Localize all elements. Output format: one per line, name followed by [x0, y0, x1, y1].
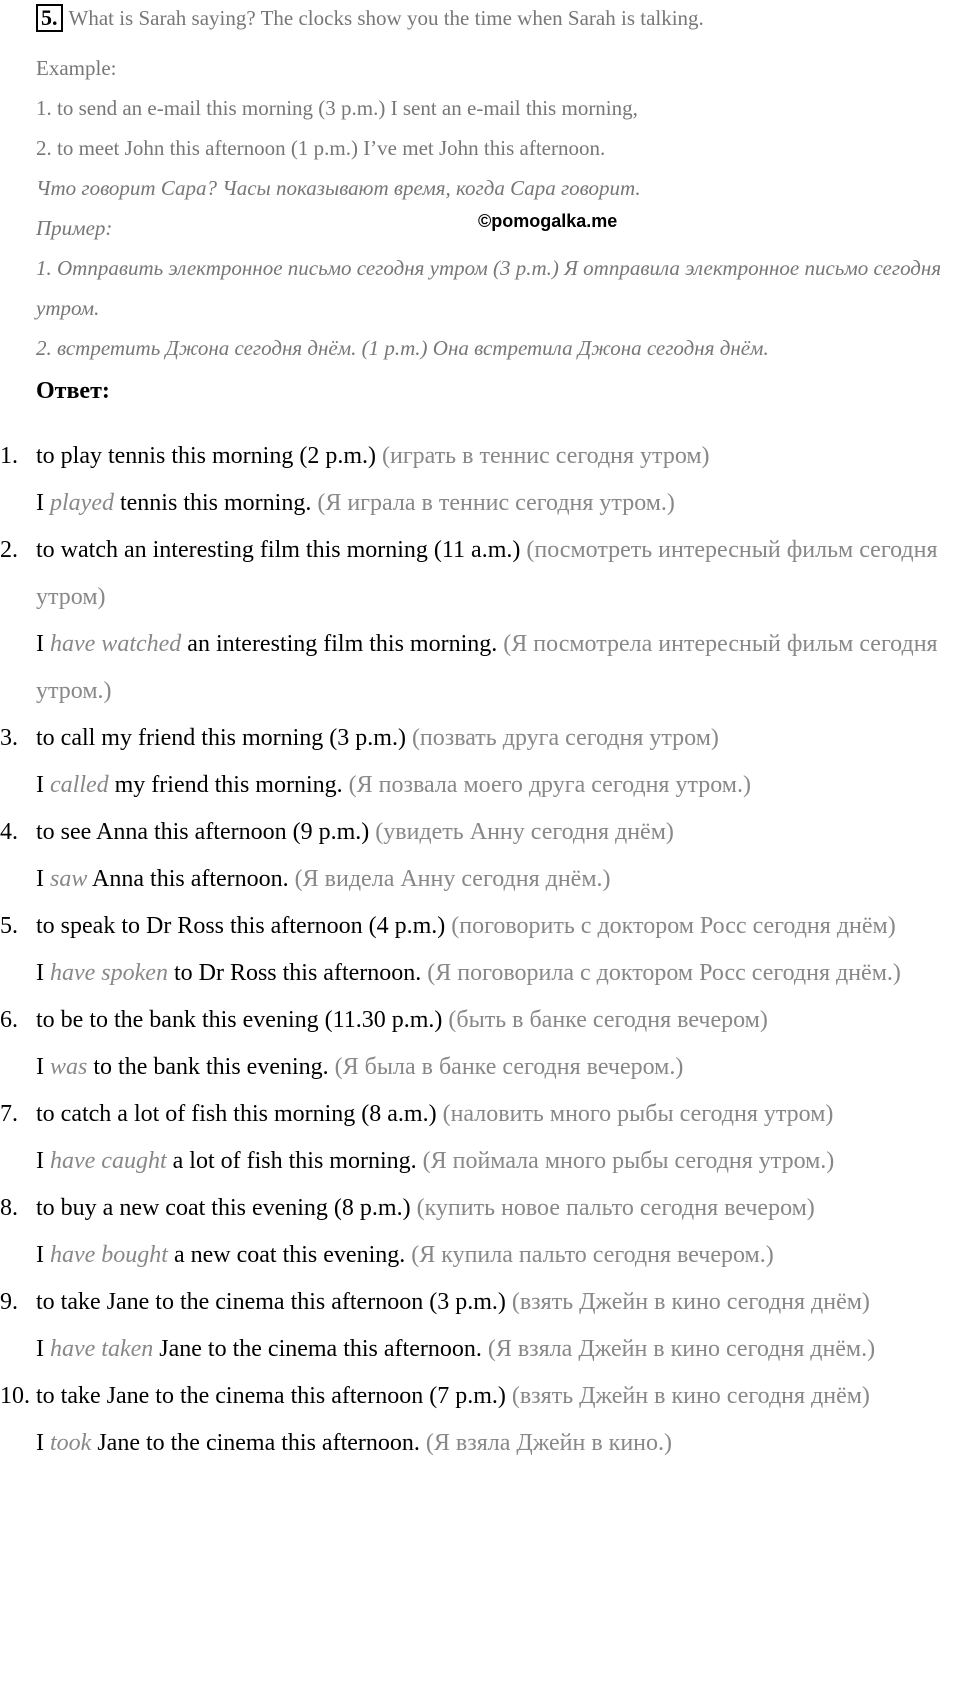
task-text: to take Jane to the cinema this afternoon (3 p.m.)	[36, 1289, 506, 1315]
watermark: ©pomogalka.me	[478, 211, 618, 231]
sentence-rest: tennis this morning.	[119, 490, 312, 516]
task-instruction-ru: Что говорит Сара? Часы показывают время, когда Сара говорит.	[36, 176, 641, 200]
task-translation: (позвать друга сегодня утром)	[411, 725, 719, 751]
sentence-translation: (Я позвала моего друга сегодня утром.)	[348, 772, 751, 798]
task-text: to be to the bank this evening (11.30 p.m.)	[36, 1007, 443, 1033]
answer-item	[0, 997, 960, 1091]
sentence-subject: I	[36, 772, 44, 798]
answer-item	[0, 1185, 960, 1279]
answer-task	[36, 1373, 960, 1420]
sentence-translation: (Я играла в теннис сегодня утром.)	[317, 490, 675, 516]
answer-number: 10.	[0, 1383, 30, 1409]
task-translation: (наловить много рыбы сегодня утром)	[442, 1101, 834, 1127]
answer-number: 5.	[0, 913, 18, 939]
answer-sentence	[36, 1326, 960, 1373]
sentence-subject: I	[36, 866, 44, 892]
sentence-translation: (Я поговорила с доктором Росс сегодня днём.)	[427, 960, 901, 986]
sentence-translation: (Я была в банке сегодня вечером.)	[334, 1054, 684, 1080]
sentence-rest: an interesting film this morning.	[187, 631, 498, 657]
sentence-rest: Jane to the cinema this afternoon.	[97, 1430, 420, 1456]
task-text: to see Anna this afternoon (9 p.m.)	[36, 819, 370, 845]
sentence-rest: a lot of fish this morning.	[172, 1148, 417, 1174]
sentence-subject: I	[36, 631, 44, 657]
sentence-verb: called	[50, 772, 109, 798]
answer-sentence	[36, 480, 960, 527]
task-translation: (взять Джейн в кино сегодня днём)	[511, 1289, 870, 1315]
answer-sentence	[36, 1232, 960, 1279]
example-label: Example:	[36, 56, 117, 80]
sentence-subject: I	[36, 1054, 44, 1080]
sentence-verb: have caught	[50, 1148, 167, 1174]
answer-number: 2.	[0, 537, 18, 563]
sentence-translation: (Я поймала много рыбы сегодня утром.)	[422, 1148, 835, 1174]
sentence-subject: I	[36, 1336, 44, 1362]
answer-list	[0, 433, 960, 1467]
answer-item	[0, 433, 960, 527]
answer-number: 9.	[0, 1289, 18, 1315]
answer-sentence	[36, 1420, 960, 1467]
sentence-translation: (Я посмотрела интересный фильм сегодня утром.)	[36, 631, 938, 704]
answer-number: 3.	[0, 725, 18, 751]
answer-item	[0, 1373, 960, 1467]
answer-sentence	[36, 621, 960, 715]
answer-sentence	[36, 1138, 960, 1185]
sentence-verb: took	[50, 1430, 92, 1456]
answer-number: 8.	[0, 1195, 18, 1221]
task-translation: (увидеть Анну сегодня днём)	[375, 819, 674, 845]
sentence-rest: to the bank this evening.	[93, 1054, 329, 1080]
answer-task	[36, 715, 960, 762]
task-number: 5.	[36, 4, 63, 32]
sentence-verb: have taken	[50, 1336, 154, 1362]
answer-number: 4.	[0, 819, 18, 845]
task-translation: (купить новое пальто сегодня вечером)	[416, 1195, 815, 1221]
answer-task	[36, 1091, 960, 1138]
task-translation: (поговорить с доктором Росс сегодня днём)	[451, 913, 896, 939]
task-translation: (играть в теннис сегодня утром)	[381, 443, 710, 469]
sentence-verb: have bought	[50, 1242, 168, 1268]
sentence-translation: (Я взяла Джейн в кино сегодня днём.)	[487, 1336, 876, 1362]
example-2-ru: 2. встретить Джона сегодня днём. (1 p.m.) Она встретила Джона сегодня днём.	[36, 336, 769, 360]
answer-item	[0, 809, 960, 903]
answer-number: 6.	[0, 1007, 18, 1033]
sentence-subject: I	[36, 1148, 44, 1174]
sentence-rest: a new coat this evening.	[173, 1242, 406, 1268]
sentence-verb: saw	[50, 866, 88, 892]
answer-item	[0, 903, 960, 997]
answer-number: 1.	[0, 443, 18, 469]
task-translation: (взять Джейн в кино сегодня днём)	[511, 1383, 870, 1409]
sentence-verb: played	[50, 490, 114, 516]
answer-task	[36, 903, 960, 950]
answer-number: 7.	[0, 1101, 18, 1127]
sentence-subject: I	[36, 1430, 44, 1456]
task-text: to watch an interesting film this morning (11 a.m.)	[36, 537, 521, 563]
task-text: to speak to Dr Ross this afternoon (4 p.m.)	[36, 913, 446, 939]
sentence-translation: (Я купила пальто сегодня вечером.)	[411, 1242, 774, 1268]
task-translation: (быть в банке сегодня вечером)	[448, 1007, 768, 1033]
answer-sentence	[36, 856, 960, 903]
sentence-verb: was	[50, 1054, 88, 1080]
answer-task	[36, 997, 960, 1044]
answer-sentence	[36, 1044, 960, 1091]
task-text: to play tennis this morning (2 p.m.)	[36, 443, 376, 469]
sentence-rest: my friend this morning.	[114, 772, 343, 798]
answer-task	[36, 527, 960, 621]
answer-item	[0, 1091, 960, 1185]
sentence-rest: Anna this afternoon.	[92, 866, 289, 892]
sentence-subject: I	[36, 1242, 44, 1268]
answer-task	[36, 1279, 960, 1326]
answer-sentence	[36, 950, 960, 997]
sentence-translation: (Я видела Анну сегодня днём.)	[294, 866, 611, 892]
sentence-verb: have spoken	[50, 960, 168, 986]
task-intro	[36, 48, 960, 368]
answer-item	[0, 715, 960, 809]
answer-task	[36, 1185, 960, 1232]
answer-task	[36, 809, 960, 856]
answer-item	[0, 527, 960, 715]
task-text: to catch a lot of fish this morning (8 a.m.)	[36, 1101, 437, 1127]
sentence-rest: to Dr Ross this afternoon.	[173, 960, 422, 986]
answer-item	[0, 1279, 960, 1373]
example-label-ru: Пример:	[36, 216, 113, 240]
example-1-ru: 1. Отправить электронное письмо сегодня утром (3 p.m.) Я отправила электронное письмо сегодня утром.	[36, 256, 942, 320]
task-text: to take Jane to the cinema this afternoon (7 p.m.)	[36, 1383, 506, 1409]
sentence-verb: have watched	[50, 631, 182, 657]
task-header	[36, 4, 704, 32]
sentence-subject: I	[36, 960, 44, 986]
example-1: 1. to send an e-mail this morning (3 p.m.) I sent an e-mail this morning,	[36, 96, 638, 120]
sentence-translation: (Я взяла Джейн в кино.)	[425, 1430, 673, 1456]
sentence-rest: Jane to the cinema this afternoon.	[159, 1336, 482, 1362]
task-instruction: What is Sarah saying? The clocks show you the time when Sarah is talking.	[68, 6, 704, 30]
task-text: to call my friend this morning (3 p.m.)	[36, 725, 406, 751]
answer-task	[36, 433, 960, 480]
sentence-subject: I	[36, 490, 44, 516]
task-text: to buy a new coat this evening (8 p.m.)	[36, 1195, 411, 1221]
task-translation: (посмотреть интересный фильм сегодня утром)	[36, 537, 938, 610]
example-2: 2. to meet John this afternoon (1 p.m.) I’ve met John this afternoon.	[36, 136, 606, 160]
answer-sentence	[36, 762, 960, 809]
answer-title: Ответ:	[36, 378, 110, 404]
